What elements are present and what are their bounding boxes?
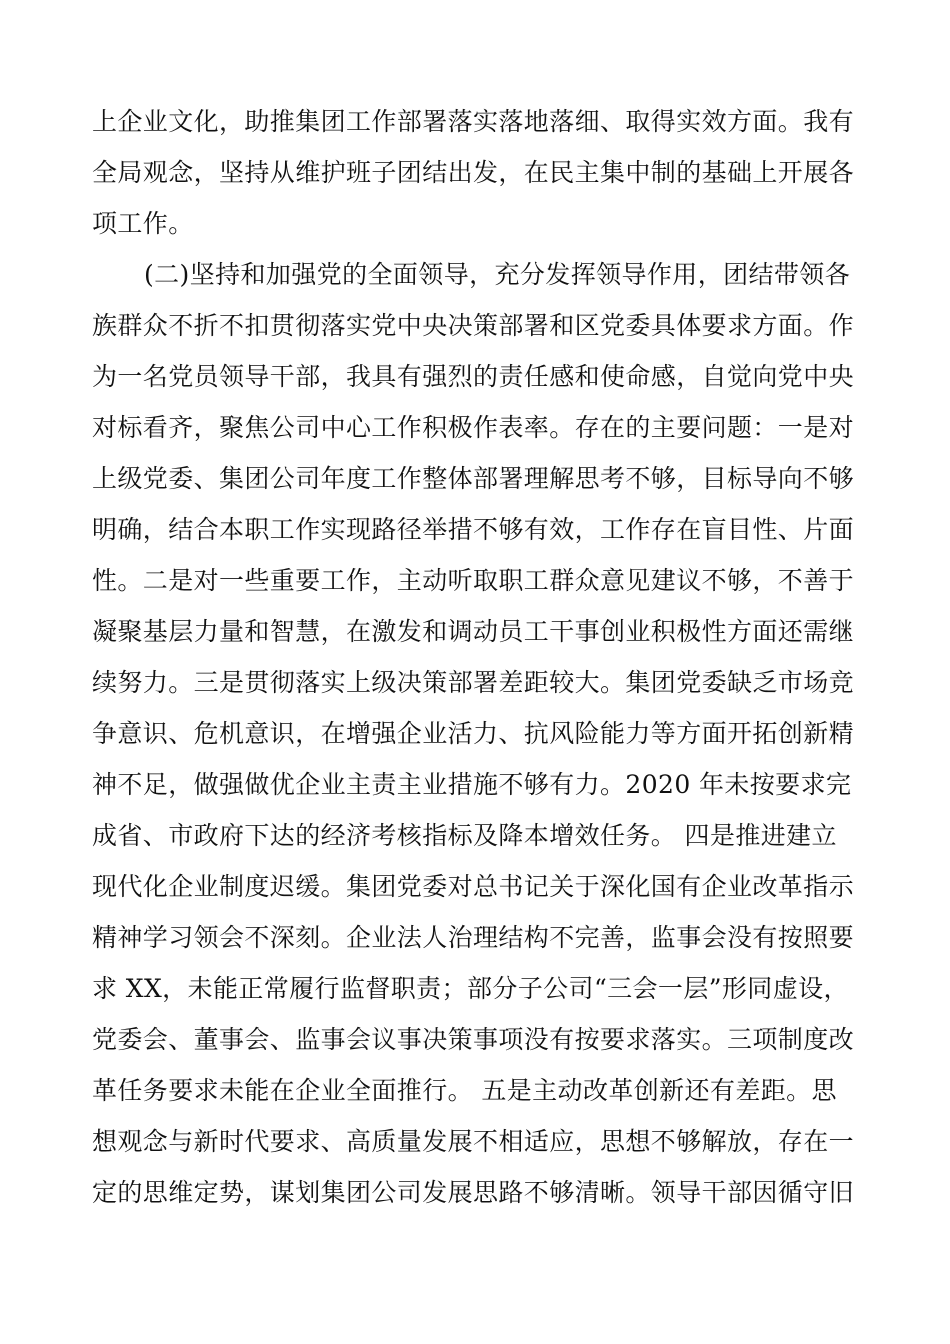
text-line: 续努力。三是贯彻落实上级决策部署差距较大。集团党委缺乏市场竞 — [92, 668, 855, 697]
text-line: 党委会、董事会、监事会议事决策事项没有按要求落实。三项制度改 — [92, 1025, 855, 1054]
text-line: 上级党委、集团公司年度工作整体部署理解思考不够，目标导向不够 — [92, 464, 855, 493]
text-line: 想观念与新时代要求、高质量发展不相适应，思想不够解放，存在一 — [92, 1127, 855, 1156]
text-line: 全局观念，坚持从维护班子团结出发，在民主集中制的基础上开展各 — [92, 158, 855, 187]
text-line: 凝聚基层力量和智慧，在激发和调动员工干事创业积极性方面还需继 — [92, 617, 855, 646]
section-heading-line: (二)坚持和加强党的全面领导，充分发挥领导作用，团结带领各 — [144, 260, 851, 289]
text-line: 精神学习领会不深刻。企业法人治理结构不完善，监事会没有按照要 — [92, 923, 855, 952]
text-line: 族群众不折不扣贯彻落实党中央决策部署和区党委具体要求方面。作 — [92, 311, 855, 340]
text-line: 求 XX，未能正常履行监督职责；部分子公司“三会一层”形同虚设， — [92, 974, 849, 1003]
text-line: 神不足，做强做优企业主责主业措施不够有力。2020 年未按要求完 — [92, 770, 852, 799]
text-line: 性。二是对一些重要工作，主动听取职工群众意见建议不够，不善于 — [92, 566, 855, 595]
text-line: 明确，结合本职工作实现路径举措不够有效，工作存在盲目性、片面 — [92, 515, 855, 544]
text-line: 争意识、危机意识，在增强企业活力、抗风险能力等方面开拓创新精 — [92, 719, 855, 748]
text-line: 现代化企业制度迟缓。集团党委对总书记关于深化国有企业改革指示 — [92, 872, 855, 901]
body-text — [92, 96, 864, 1218]
text-line: 成省、市政府下达的经济考核指标及降本增效任务。 四是推进建立 — [92, 821, 837, 850]
text-line: 项工作。 — [92, 209, 194, 238]
text-line: 对标看齐，聚焦公司中心工作积极作表率。存在的主要问题：一是对 — [92, 413, 855, 442]
text-line: 上企业文化，助推集团工作部署落实落地落细、取得实效方面。我有 — [92, 107, 855, 136]
text-line: 革任务要求未能在企业全面推行。 五是主动改革创新还有差距。思 — [92, 1076, 837, 1105]
text-line: 定的思维定势，谋划集团公司发展思路不够清晰。领导干部因循守旧 — [92, 1178, 855, 1207]
text-line: 为一名党员领导干部，我具有强烈的责任感和使命感，自觉向党中央 — [92, 362, 855, 391]
